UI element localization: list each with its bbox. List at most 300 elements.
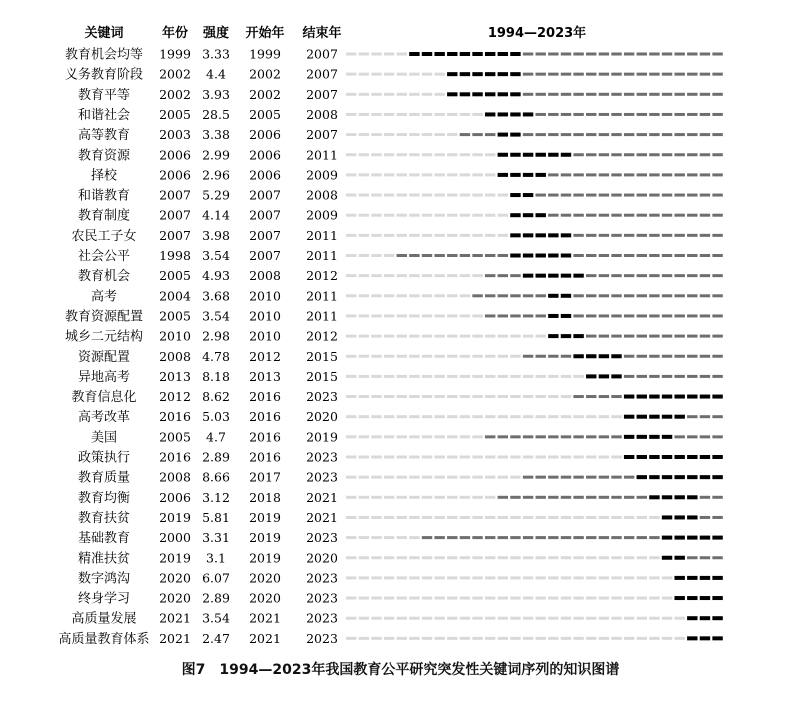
- end-year-value: 2011: [306, 288, 338, 304]
- inactive-segment: [485, 395, 495, 398]
- active-segment: [700, 375, 710, 378]
- inactive-segment: [422, 415, 432, 418]
- active-segment: [712, 133, 722, 136]
- table-row: [65, 47, 723, 63]
- active-segment: [586, 214, 596, 217]
- active-segment: [611, 234, 621, 237]
- active-segment: [649, 274, 659, 277]
- inactive-segment: [586, 617, 596, 620]
- active-segment: [611, 133, 621, 136]
- active-segment: [624, 234, 634, 237]
- active-segment: [649, 375, 659, 378]
- keyword-label: 教育信息化: [71, 390, 137, 406]
- inactive-segment: [422, 93, 432, 96]
- inactive-segment: [472, 637, 482, 640]
- end-year-value: 2009: [306, 167, 338, 183]
- active-segment: [485, 294, 495, 297]
- active-segment: [687, 335, 697, 338]
- active-segment: [624, 133, 634, 136]
- inactive-segment: [397, 476, 407, 479]
- inactive-segment: [472, 355, 482, 358]
- burst-segment: [485, 112, 495, 116]
- burst-segment: [498, 92, 508, 96]
- burst-segment: [700, 455, 710, 459]
- inactive-segment: [472, 395, 482, 398]
- active-segment: [637, 53, 647, 56]
- inactive-segment: [485, 597, 495, 600]
- inactive-segment: [346, 355, 356, 358]
- active-segment: [674, 153, 684, 156]
- inactive-segment: [397, 153, 407, 156]
- inactive-segment: [422, 637, 432, 640]
- begin-year-value: 2016: [249, 389, 281, 405]
- inactive-segment: [384, 254, 394, 257]
- end-year-value: 2023: [306, 449, 338, 465]
- keyword-label: 城乡二元结构: [64, 329, 144, 345]
- burst-segment: [712, 616, 722, 620]
- inactive-segment: [624, 576, 634, 579]
- strength-value: 4.7: [206, 429, 226, 445]
- table-row: [91, 167, 723, 183]
- inactive-segment: [346, 576, 356, 579]
- inactive-segment: [359, 375, 369, 378]
- inactive-segment: [397, 375, 407, 378]
- table-row: [78, 369, 723, 385]
- active-segment: [599, 294, 609, 297]
- inactive-segment: [485, 637, 495, 640]
- keyword-label: 教育质量: [77, 470, 131, 486]
- inactive-segment: [346, 73, 356, 76]
- active-segment: [536, 113, 546, 116]
- active-segment: [624, 294, 634, 297]
- inactive-segment: [359, 93, 369, 96]
- table-row: [91, 429, 723, 445]
- active-segment: [712, 194, 722, 197]
- inactive-segment: [447, 375, 457, 378]
- inactive-segment: [409, 637, 419, 640]
- inactive-segment: [548, 597, 558, 600]
- year-value: 2020: [159, 570, 191, 586]
- active-segment: [498, 254, 508, 257]
- active-segment: [674, 113, 684, 116]
- inactive-segment: [422, 556, 432, 559]
- inactive-segment: [447, 335, 457, 338]
- inactive-segment: [346, 456, 356, 459]
- burst-segment: [498, 52, 508, 56]
- inactive-segment: [359, 214, 369, 217]
- burst-segment: [712, 576, 722, 580]
- table-row: [78, 450, 723, 466]
- burst-segment: [624, 395, 634, 399]
- active-segment: [599, 53, 609, 56]
- end-year-value: 2023: [306, 630, 338, 646]
- inactive-segment: [485, 173, 495, 176]
- active-segment: [700, 496, 710, 499]
- active-segment: [637, 113, 647, 116]
- inactive-segment: [649, 576, 659, 579]
- active-segment: [498, 314, 508, 317]
- active-segment: [624, 53, 634, 56]
- year-value: 2008: [159, 348, 191, 364]
- begin-year-value: 2016: [249, 409, 281, 425]
- active-segment: [422, 254, 432, 257]
- inactive-segment: [422, 173, 432, 176]
- inactive-segment: [409, 314, 419, 317]
- inactive-segment: [434, 415, 444, 418]
- active-segment: [637, 93, 647, 96]
- keyword-label: 教育均衡: [77, 490, 131, 506]
- inactive-segment: [510, 556, 520, 559]
- active-segment: [599, 335, 609, 338]
- active-segment: [700, 415, 710, 418]
- burst-segment: [536, 274, 546, 278]
- burst-segment: [687, 475, 697, 479]
- inactive-segment: [371, 73, 381, 76]
- active-segment: [548, 214, 558, 217]
- inactive-segment: [523, 597, 533, 600]
- inactive-segment: [422, 395, 432, 398]
- inactive-segment: [397, 335, 407, 338]
- active-segment: [649, 335, 659, 338]
- inactive-segment: [384, 476, 394, 479]
- active-segment: [586, 73, 596, 76]
- burst-segment: [561, 153, 571, 157]
- year-value: 2005: [159, 106, 191, 122]
- inactive-segment: [510, 476, 520, 479]
- inactive-segment: [434, 556, 444, 559]
- inactive-segment: [523, 375, 533, 378]
- active-segment: [485, 254, 495, 257]
- inactive-segment: [384, 375, 394, 378]
- inactive-segment: [434, 617, 444, 620]
- inactive-segment: [472, 194, 482, 197]
- inactive-segment: [485, 415, 495, 418]
- inactive-segment: [422, 234, 432, 237]
- end-year-value: 2021: [306, 489, 338, 505]
- inactive-segment: [346, 516, 356, 519]
- active-segment: [548, 133, 558, 136]
- inactive-segment: [472, 234, 482, 237]
- end-year-value: 2023: [306, 570, 338, 586]
- burst-segment: [687, 395, 697, 399]
- active-segment: [573, 234, 583, 237]
- inactive-segment: [485, 576, 495, 579]
- year-value: 2019: [159, 509, 191, 525]
- active-segment: [586, 536, 596, 539]
- inactive-segment: [498, 415, 508, 418]
- active-segment: [611, 73, 621, 76]
- active-segment: [485, 274, 495, 277]
- inactive-segment: [460, 355, 470, 358]
- inactive-segment: [472, 617, 482, 620]
- inactive-segment: [384, 133, 394, 136]
- inactive-segment: [548, 375, 558, 378]
- active-segment: [662, 355, 672, 358]
- inactive-segment: [346, 294, 356, 297]
- burst-segment: [523, 173, 533, 177]
- active-segment: [498, 274, 508, 277]
- inactive-segment: [359, 133, 369, 136]
- begin-year-value: 2008: [249, 268, 281, 284]
- inactive-segment: [447, 153, 457, 156]
- active-segment: [573, 294, 583, 297]
- inactive-segment: [384, 153, 394, 156]
- burst-segment: [409, 52, 419, 56]
- inactive-segment: [637, 516, 647, 519]
- inactive-segment: [434, 355, 444, 358]
- active-segment: [586, 335, 596, 338]
- inactive-segment: [384, 194, 394, 197]
- inactive-segment: [498, 335, 508, 338]
- burst-segment: [510, 193, 520, 197]
- active-segment: [573, 93, 583, 96]
- active-segment: [687, 234, 697, 237]
- burst-segment: [700, 395, 710, 399]
- active-segment: [637, 496, 647, 499]
- inactive-segment: [371, 93, 381, 96]
- active-segment: [712, 153, 722, 156]
- burst-segment: [649, 475, 659, 479]
- inactive-segment: [561, 576, 571, 579]
- inactive-segment: [397, 516, 407, 519]
- inactive-segment: [485, 153, 495, 156]
- burst-segment: [586, 374, 596, 378]
- inactive-segment: [409, 335, 419, 338]
- active-segment: [536, 53, 546, 56]
- inactive-segment: [359, 597, 369, 600]
- active-segment: [649, 93, 659, 96]
- table-row: [78, 87, 723, 103]
- active-segment: [712, 173, 722, 176]
- header-keyword: 关键词: [84, 26, 124, 41]
- burst-segment: [573, 354, 583, 358]
- end-year-value: 2011: [306, 227, 338, 243]
- active-segment: [687, 153, 697, 156]
- inactive-segment: [573, 637, 583, 640]
- active-segment: [649, 53, 659, 56]
- active-segment: [649, 173, 659, 176]
- end-year-value: 2023: [306, 469, 338, 485]
- inactive-segment: [346, 435, 356, 438]
- active-segment: [662, 335, 672, 338]
- active-segment: [687, 173, 697, 176]
- inactive-segment: [662, 637, 672, 640]
- active-segment: [649, 133, 659, 136]
- active-segment: [485, 314, 495, 317]
- burst-segment: [674, 536, 684, 540]
- burst-segment: [510, 112, 520, 116]
- inactive-segment: [346, 536, 356, 539]
- inactive-segment: [548, 637, 558, 640]
- inactive-segment: [434, 576, 444, 579]
- inactive-segment: [447, 576, 457, 579]
- year-value: 1998: [159, 248, 191, 263]
- year-value: 2013: [159, 368, 191, 384]
- inactive-segment: [536, 415, 546, 418]
- active-segment: [447, 254, 457, 257]
- active-segment: [700, 355, 710, 358]
- year-value: 2007: [159, 187, 191, 203]
- inactive-segment: [472, 496, 482, 499]
- inactive-segment: [460, 597, 470, 600]
- burst-segment: [510, 173, 520, 177]
- active-segment: [674, 214, 684, 217]
- end-year-value: 2015: [306, 368, 338, 384]
- strength-value: 3.54: [202, 248, 230, 263]
- inactive-segment: [346, 234, 356, 237]
- burst-segment: [498, 153, 508, 157]
- active-segment: [700, 194, 710, 197]
- inactive-segment: [422, 335, 432, 338]
- inactive-segment: [637, 597, 647, 600]
- active-segment: [573, 214, 583, 217]
- active-segment: [662, 73, 672, 76]
- active-segment: [637, 274, 647, 277]
- table-row: [78, 550, 723, 566]
- inactive-segment: [536, 375, 546, 378]
- strength-value: 3.68: [202, 288, 230, 304]
- inactive-segment: [573, 456, 583, 459]
- inactive-segment: [346, 335, 356, 338]
- burst-segment: [447, 52, 457, 56]
- year-value: 2005: [159, 429, 191, 445]
- active-segment: [649, 254, 659, 257]
- strength-value: 8.66: [202, 469, 230, 485]
- burst-segment: [687, 636, 697, 640]
- inactive-segment: [460, 314, 470, 317]
- keyword-label: 教育扶贫: [77, 510, 131, 526]
- inactive-segment: [434, 375, 444, 378]
- inactive-segment: [523, 576, 533, 579]
- active-segment: [700, 93, 710, 96]
- table-row: [78, 470, 723, 486]
- burst-segment: [674, 475, 684, 479]
- active-segment: [700, 556, 710, 559]
- end-year-value: 2021: [306, 509, 338, 525]
- inactive-segment: [359, 194, 369, 197]
- inactive-segment: [359, 476, 369, 479]
- burst-segment: [662, 435, 672, 439]
- keyword-label: 和谐社会: [77, 107, 131, 123]
- begin-year-value: 1999: [249, 46, 281, 62]
- inactive-segment: [434, 73, 444, 76]
- active-segment: [624, 153, 634, 156]
- active-segment: [510, 536, 520, 539]
- burst-segment: [662, 556, 672, 560]
- burst-segment: [523, 233, 533, 237]
- inactive-segment: [434, 173, 444, 176]
- active-segment: [611, 173, 621, 176]
- inactive-segment: [434, 274, 444, 277]
- inactive-segment: [624, 637, 634, 640]
- inactive-segment: [384, 355, 394, 358]
- inactive-segment: [447, 415, 457, 418]
- active-segment: [700, 274, 710, 277]
- active-segment: [611, 214, 621, 217]
- inactive-segment: [561, 597, 571, 600]
- inactive-segment: [460, 153, 470, 156]
- inactive-segment: [523, 456, 533, 459]
- inactive-segment: [523, 395, 533, 398]
- active-segment: [523, 314, 533, 317]
- inactive-segment: [397, 133, 407, 136]
- burst-segment: [498, 173, 508, 177]
- begin-year-value: 2017: [249, 469, 281, 485]
- inactive-segment: [447, 456, 457, 459]
- inactive-segment: [460, 556, 470, 559]
- active-segment: [561, 173, 571, 176]
- inactive-segment: [611, 415, 621, 418]
- burst-segment: [561, 233, 571, 237]
- inactive-segment: [510, 395, 520, 398]
- end-year-value: 2012: [306, 268, 338, 284]
- active-segment: [712, 214, 722, 217]
- active-segment: [510, 435, 520, 438]
- inactive-segment: [674, 637, 684, 640]
- inactive-segment: [434, 234, 444, 237]
- burst-segment: [523, 153, 533, 157]
- inactive-segment: [472, 214, 482, 217]
- inactive-segment: [397, 435, 407, 438]
- inactive-segment: [510, 456, 520, 459]
- burst-segment: [548, 334, 558, 338]
- active-segment: [674, 274, 684, 277]
- inactive-segment: [485, 234, 495, 237]
- active-segment: [662, 294, 672, 297]
- inactive-segment: [434, 153, 444, 156]
- burst-segment: [649, 415, 659, 419]
- active-segment: [624, 335, 634, 338]
- active-segment: [687, 133, 697, 136]
- inactive-segment: [548, 617, 558, 620]
- active-segment: [586, 476, 596, 479]
- active-segment: [510, 496, 520, 499]
- inactive-segment: [409, 93, 419, 96]
- strength-value: 2.96: [202, 167, 230, 183]
- burst-segment: [674, 596, 684, 600]
- active-segment: [536, 194, 546, 197]
- active-segment: [573, 395, 583, 398]
- active-segment: [548, 53, 558, 56]
- active-segment: [498, 294, 508, 297]
- table-row: [78, 490, 723, 506]
- burst-segment: [662, 395, 672, 399]
- inactive-segment: [409, 435, 419, 438]
- active-segment: [573, 314, 583, 317]
- inactive-segment: [498, 576, 508, 579]
- inactive-segment: [397, 314, 407, 317]
- inactive-segment: [384, 617, 394, 620]
- begin-year-value: 2018: [249, 489, 281, 505]
- inactive-segment: [573, 556, 583, 559]
- inactive-segment: [649, 597, 659, 600]
- inactive-segment: [485, 194, 495, 197]
- burst-segment: [536, 173, 546, 177]
- active-segment: [649, 194, 659, 197]
- end-year-value: 2023: [306, 610, 338, 626]
- active-segment: [599, 496, 609, 499]
- active-segment: [624, 254, 634, 257]
- active-segment: [624, 496, 634, 499]
- active-segment: [624, 93, 634, 96]
- table-row: [78, 248, 723, 264]
- inactive-segment: [346, 314, 356, 317]
- active-segment: [611, 314, 621, 317]
- inactive-segment: [498, 617, 508, 620]
- inactive-segment: [397, 93, 407, 96]
- inactive-segment: [409, 375, 419, 378]
- inactive-segment: [397, 415, 407, 418]
